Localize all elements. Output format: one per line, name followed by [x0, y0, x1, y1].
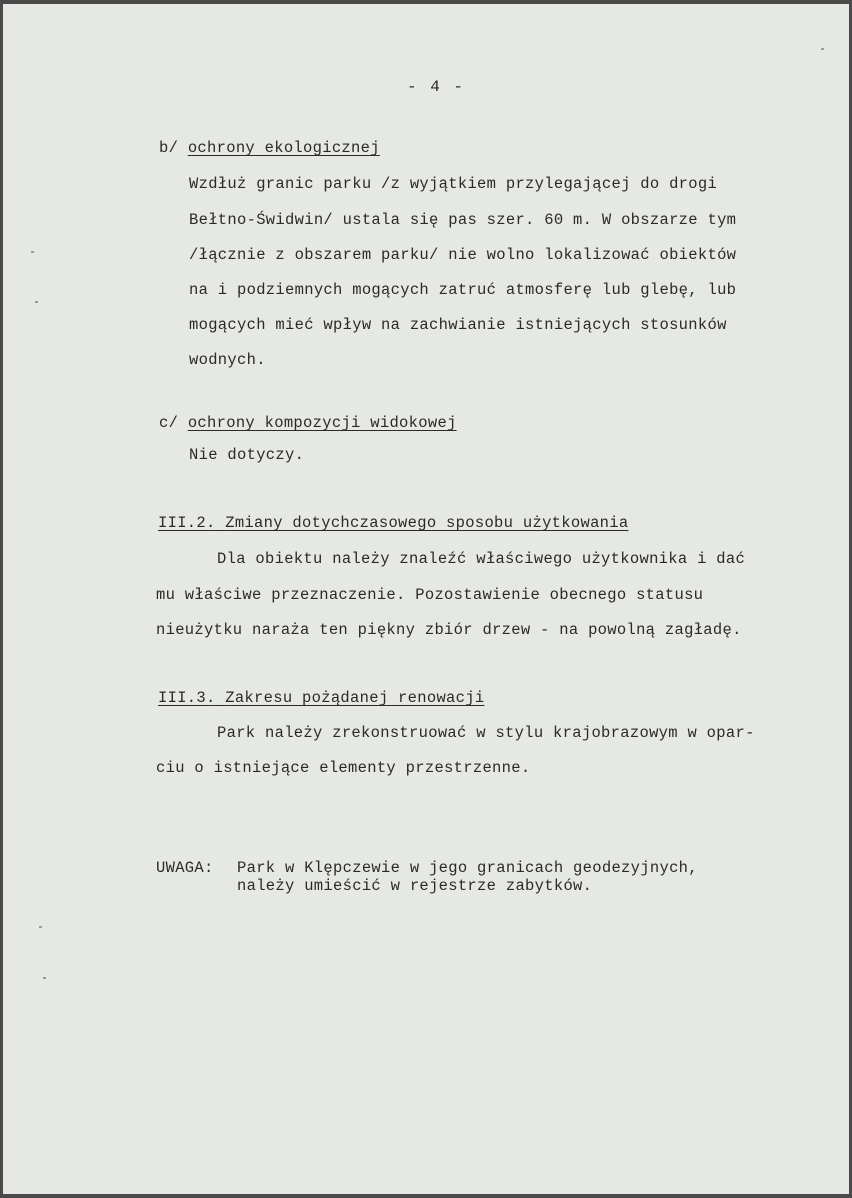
scan-speck: [43, 977, 46, 979]
document-page: [3, 4, 849, 1194]
scan-speck: [821, 48, 824, 50]
note-label: UWAGA:: [156, 859, 214, 877]
section-iii2-line-3: nieużytku naraża ten piękny zbiór drzew - na powolną zagładę.: [156, 621, 742, 639]
section-iii2-line-2: mu właściwe przeznaczenie. Pozostawienie obecnego statusu: [156, 586, 704, 604]
scan-speck: [35, 301, 38, 303]
note-line-2: należy umieścić w rejestrze zabytków.: [237, 877, 593, 895]
section-b-line-2: Bełtno-Świdwin/ ustala się pas szer. 60 m. W obszarze tym: [189, 211, 737, 229]
section-iii3-line-1: Park należy zrekonstruować w stylu krajobrazowym w opar-: [217, 724, 755, 742]
section-b-line-1: Wzdłuż granic parku /z wyjątkiem przylegającej do drogi: [189, 175, 718, 193]
section-c-marker: c/: [159, 414, 179, 432]
section-iii2-number: III.2.: [158, 514, 216, 532]
section-iii3-line-2: ciu o istniejące elementy przestrzenne.: [156, 759, 531, 777]
section-iii2-heading: Zmiany dotychczasowego sposobu użytkowania: [225, 514, 629, 532]
note-line-1: Park w Klępczewie w jego granicach geodezyjnych,: [237, 859, 698, 877]
scan-speck: [39, 926, 42, 928]
section-iii3-heading-line: [158, 688, 484, 708]
section-c-heading-line: [159, 413, 457, 433]
section-b-line-5: mogących mieć wpływ na zachwianie istniejących stosunków: [189, 316, 727, 334]
section-iii3-heading: Zakresu pożądanej renowacji: [225, 689, 485, 707]
section-b-marker: b/: [159, 139, 179, 157]
section-b-heading: ochrony ekologicznej: [187, 139, 380, 157]
section-b-line-3: /łącznie z obszarem parku/ nie wolno lokalizować obiektów: [189, 246, 737, 264]
section-b-line-6: wodnych.: [189, 351, 266, 369]
section-iii2-line-1: Dla obiektu należy znaleźć właściwego użytkownika i dać: [217, 550, 746, 568]
section-b-line-4: na i podziemnych mogących zatruć atmosferę lub glebę, lub: [189, 281, 737, 299]
scan-speck: [31, 251, 34, 253]
section-c-line-1: Nie dotyczy.: [189, 446, 305, 464]
section-iii3-number: III.3.: [158, 689, 216, 707]
page-number: - 4 -: [407, 78, 466, 96]
section-iii2-heading-line: [158, 513, 628, 533]
section-b-heading-line: [159, 138, 380, 158]
section-c-heading: ochrony kompozycji widokowej: [187, 414, 457, 432]
